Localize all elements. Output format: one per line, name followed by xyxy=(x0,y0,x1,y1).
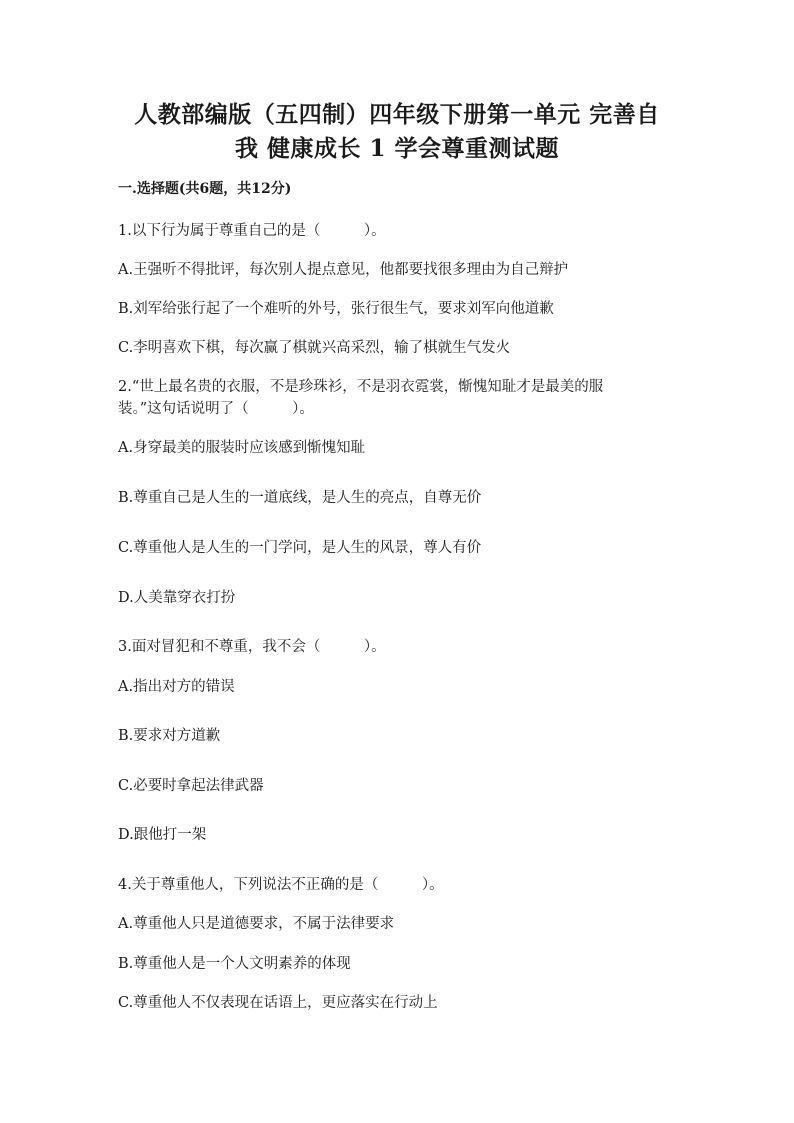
question-1-option-c: C.李明喜欢下棋，每次赢了棋就兴高采烈，输了棋就生气发火 xyxy=(118,340,511,356)
question-4-option-b: B.尊重他人是一个人文明素养的体现 xyxy=(118,956,351,972)
question-3-option-a: A.指出对方的错误 xyxy=(118,679,235,695)
question-3-option-d: D.跟他打一架 xyxy=(118,827,207,843)
question-2-option-c: C.尊重他人是人生的一门学问，是人生的风景，尊人有价 xyxy=(118,540,482,556)
section-heading: 一.选择题(共6题，共12分) xyxy=(118,181,292,197)
question-4-option-c: C.尊重他人不仅表现在话语上，更应落实在行动上 xyxy=(118,995,438,1011)
question-2-option-a: A.身穿最美的服装时应该感到惭愧知耻 xyxy=(118,440,366,456)
question-3-stem: 3.面对冒犯和不尊重，我不会（ ）。 xyxy=(118,639,386,655)
question-2-option-d: D.人美靠穿衣打扮 xyxy=(118,590,236,606)
question-2-stem-line-2: 装。”这句话说明了（ ）。 xyxy=(118,401,314,417)
question-4-stem: 4.关于尊重他人，下列说法不正确的是（ ）。 xyxy=(118,877,444,893)
question-1-option-b: B.刘军给张行起了一个难听的外号，张行很生气，要求刘军向他道歉 xyxy=(118,301,554,317)
document-title-line-2: 我 健康成长 1 学会尊重测试题 xyxy=(234,135,560,162)
question-3-option-b: B.要求对方道歉 xyxy=(118,728,221,744)
question-3-option-c: C.必要时拿起法律武器 xyxy=(118,778,264,794)
question-1-option-a: A.王强听不得批评，每次别人提点意见，他都要找很多理由为自己辩护 xyxy=(118,262,569,278)
question-2-option-b: B.尊重自己是人生的一道底线，是人生的亮点，自尊无价 xyxy=(118,490,482,506)
question-4-option-a: A.尊重他人只是道德要求，不属于法律要求 xyxy=(118,916,395,932)
document-title-line-1: 人教部编版（五四制）四年级下册第一单元 完善自 xyxy=(134,101,660,128)
question-2-stem-line-1: 2.“世上最名贵的衣服，不是珍珠衫，不是羽衣霓裳，惭愧知耻才是最美的服 xyxy=(118,379,604,395)
question-1-stem: 1.以下行为属于尊重自己的是（ ）。 xyxy=(118,223,386,239)
